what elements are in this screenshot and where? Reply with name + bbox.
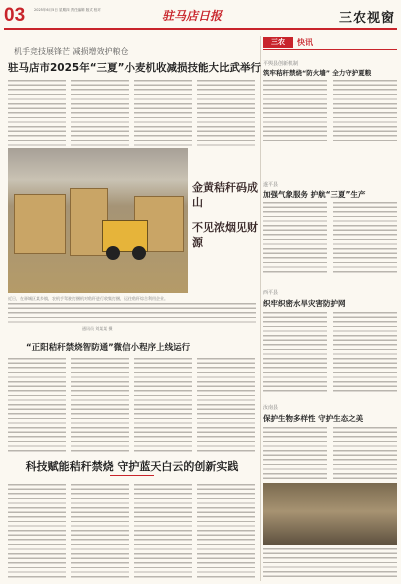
- banner-headline-block: [4, 459, 260, 481]
- main-kicker: 机手竞技展锋芒 减损增效护粮仓: [14, 47, 129, 56]
- brief4-headline: 保护生物多样性 守护生态之美: [263, 414, 364, 423]
- page-header: [4, 4, 397, 30]
- brief3-text-col2: [333, 312, 397, 394]
- brief4-text-col1: [263, 427, 327, 479]
- banner-rule: [110, 475, 154, 479]
- main-text-col2: [71, 80, 129, 146]
- story2-text-col4: [197, 358, 255, 454]
- quote-line-1: 金黄秸秆码成山: [192, 181, 258, 209]
- brief4-text-col2: [333, 427, 397, 479]
- brief3-text-col1: [263, 312, 327, 394]
- banner-headline: 科技赋能秸秆禁烧 守护蓝天白云的创新实践: [25, 460, 239, 473]
- truck-wheel: [106, 246, 120, 260]
- brief2-text-col2: [333, 202, 397, 274]
- brief1-text-col2: [333, 80, 397, 142]
- story2-headline: “正阳秸秆禁烧智防通”微信小程序上线运行: [26, 343, 191, 353]
- truck-wheel: [132, 246, 146, 260]
- photo-caption: 近日，在驿城区某乡镇，农机手驾驶打捆机对秸秆进行收集打捆，运往秸秆综合利用企业。: [8, 296, 168, 301]
- photo-quote: [192, 180, 262, 250]
- brief1-kicker: 平舆县创新机制: [263, 61, 299, 67]
- section-title: 三农视窗: [338, 11, 395, 26]
- column-divider: [260, 36, 261, 581]
- main-text-col3: [134, 80, 192, 146]
- brief3-headline: 织牢织密水旱灾害防护网: [263, 299, 346, 308]
- banner-text-col3: [134, 484, 192, 578]
- main-headline: 驻马店市2025年“三夏”小麦机收减损技能大比武举行: [8, 62, 262, 74]
- caption-text: [8, 303, 256, 325]
- brief1-headline: 筑牢秸秆禁烧“防火墙” 全力守护夏粮: [263, 69, 372, 77]
- story2-text-col1: [8, 358, 66, 454]
- banner-text-col1: [8, 484, 66, 578]
- column-title: 快讯: [297, 37, 313, 47]
- brief2-headline: 加强气象服务 护航“三夏”生产: [263, 190, 366, 199]
- column-tag: 三农: [263, 37, 293, 48]
- quote-line-2: 不见浓烟见财源: [192, 221, 258, 249]
- main-text-col4: [197, 80, 255, 146]
- issue-meta: 2025年6月5日 星期四 责任编辑 版式 校对: [34, 8, 101, 12]
- photo-credit: 通讯员 刘某某 摄: [82, 326, 113, 331]
- banner-text-col4: [197, 484, 255, 578]
- brief3-kicker: 西平县: [263, 290, 279, 296]
- banner-text-col2: [71, 484, 129, 578]
- column-tag-bar: [263, 36, 397, 50]
- ecology-caption: [263, 548, 397, 578]
- story2-text-col2: [71, 358, 129, 454]
- brief4-kicker: 汝南县: [263, 405, 279, 411]
- story2-text-col3: [134, 358, 192, 454]
- page-number: 03: [4, 5, 26, 26]
- brief2-text-col1: [263, 202, 327, 274]
- straw-bale-photo: [8, 148, 188, 293]
- main-text-col1: [8, 80, 66, 146]
- ecology-photo: [263, 483, 397, 545]
- bale-stack: [14, 194, 66, 254]
- newspaper-logo: 驻马店日报: [162, 9, 223, 23]
- brief2-kicker: 遂平县: [263, 182, 279, 188]
- brief1-text-col1: [263, 80, 327, 142]
